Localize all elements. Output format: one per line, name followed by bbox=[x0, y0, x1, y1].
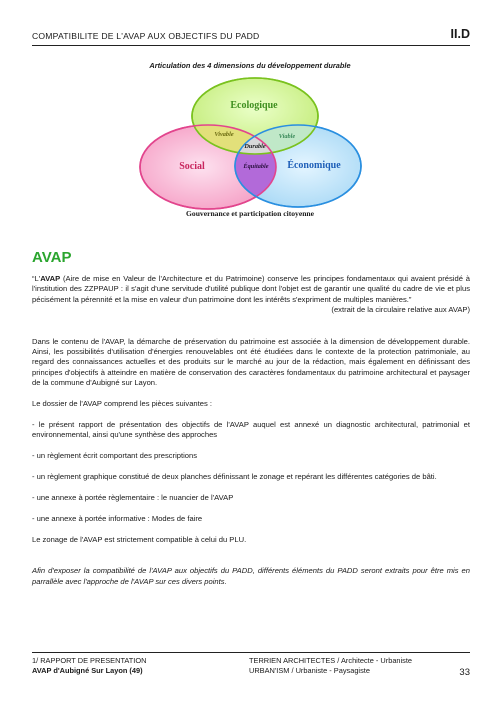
footer-document-title: 1/ RAPPORT DE PRESENTATION bbox=[32, 656, 147, 665]
footer-authors bbox=[249, 656, 412, 676]
list-item: - une annexe à portée informative : Modes de faire bbox=[32, 514, 203, 524]
sustainable-development-venn-diagram bbox=[138, 72, 364, 212]
quote-acronym: AVAP bbox=[40, 274, 61, 283]
footer-author-1: TERRIEN ARCHITECTES / Architecte - Urbaniste bbox=[249, 656, 413, 665]
paragraph-zonage: Le zonage de l'AVAP est strictement compatible à celui du PLU. bbox=[32, 535, 247, 544]
label-equitable: Équitable bbox=[243, 163, 269, 170]
list-item: - un règlement graphique constitué de deux planches définissant le zonage et repérant les différentes catégories de bâti. bbox=[32, 472, 437, 482]
label-durable: Durable bbox=[244, 143, 266, 150]
label-vivable: Vivable bbox=[214, 131, 234, 138]
label-ecologique: Ecologique bbox=[230, 100, 278, 111]
paragraph-1: Dans le contenu de l'AVAP, la démarche de préservation du patrimoine est associée à la dimension de développement durable. Ainsi, les possibilités d'utilisation d'énergies renouvelables ont été étudiées dans le contexte de la protection patrimoniale, au regard des connaissances actuelles et des produits sur le marché au jour de la rédaction, mais également en définissant des principes d'objectifs à atteindre en matière de conservation des caractères fondamentaux du patrimoine architectural et paysager de la commune d'Aubigné sur Layon. bbox=[32, 336, 470, 388]
quote-source: (extrait de la circulaire relative aux AVAP) bbox=[331, 305, 470, 315]
header-title: COMPATIBILITE DE L'AVAP AUX OBJECTIFS DU PADD bbox=[32, 31, 260, 41]
section-title: AVAP bbox=[32, 249, 72, 266]
quote-paragraph: “L'AVAP (Aire de mise en Valeur de l'Architecture et du Patrimoine) conserve les principes fondamentaux qui avaient présidé à l'institution des ZZPPAUP : il s'agit d'une servitude d'utilité publique dont l'objet est de garantir une qualité du cadre de vie et plus pécisément la pérennité et la mise en valeur d'un patrimoine dont les intérêts s'expriment de multiples manières.” bbox=[32, 274, 470, 304]
footer-author-2: URBAN'ISM / Urbaniste - Paysagiste bbox=[249, 666, 370, 675]
section-code: II.D bbox=[450, 27, 470, 41]
page-number: 33 bbox=[459, 667, 470, 678]
paragraph-conclusion: Afin d'exposer la compatibilité de l'AVAP aux objectifs du PADD, différents éléments du PADD seront extraits pour être mis en parrallèle avec l'approche de l'AVAP sur ces divers points. bbox=[32, 566, 470, 586]
label-social: Social bbox=[179, 161, 205, 172]
body-text bbox=[32, 274, 470, 587]
footer-divider bbox=[32, 652, 470, 653]
paragraph-2: Le dossier de l'AVAP comprend les pièces suivantes : bbox=[32, 399, 212, 409]
footer-document-info bbox=[32, 656, 146, 676]
list-item: - une annexe à portée règlementaire : le nuancier de l'AVAP bbox=[32, 493, 234, 503]
page-header bbox=[32, 27, 470, 46]
list-item: - un règlement écrit comportant des prescriptions bbox=[32, 451, 198, 461]
label-viable: Viable bbox=[278, 133, 296, 140]
diagram-title: Articulation des 4 dimensions du développement durable bbox=[149, 61, 351, 70]
label-economique: Économique bbox=[287, 160, 341, 171]
diagram-caption: Gouvernance et participation citoyenne bbox=[185, 209, 315, 218]
list-item: - le présent rapport de présentation des objectifs de l'AVAP auquel est annexé un diagnostic architectural, patrimonial et environnemental, ainsi qu'une synthèse des approches bbox=[32, 420, 470, 440]
footer-project-name: AVAP d'Aubigné Sur Layon (49) bbox=[32, 666, 143, 675]
